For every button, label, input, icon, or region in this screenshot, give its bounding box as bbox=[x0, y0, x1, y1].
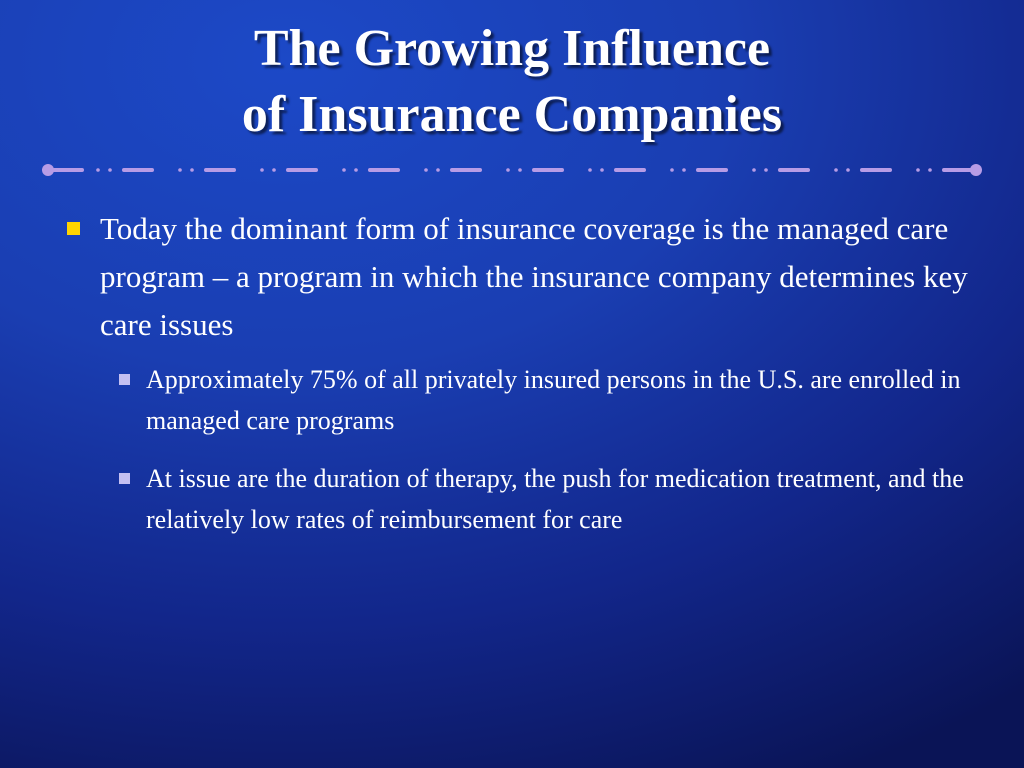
divider-dot bbox=[682, 168, 686, 172]
sub-bullet-list bbox=[60, 359, 970, 540]
divider-dot bbox=[272, 168, 276, 172]
slide-title bbox=[0, 16, 1024, 148]
divider-dot bbox=[670, 168, 674, 172]
title-divider bbox=[42, 160, 982, 180]
divider-dot bbox=[354, 168, 358, 172]
sub-bullet-text: At issue are the duration of therapy, the push for medication treatment, and the relatively low rates of reimbursement for care bbox=[146, 464, 964, 534]
title-line-1: The Growing Influence bbox=[253, 20, 771, 77]
divider-dot bbox=[518, 168, 522, 172]
lavender-square-bullet-icon bbox=[119, 374, 130, 385]
main-bullet-text: Today the dominant form of insurance coverage is the managed care program – a program in which the insurance company determines key care issues bbox=[100, 211, 968, 342]
divider-dot bbox=[600, 168, 604, 172]
divider-dot bbox=[506, 168, 510, 172]
sub-bullet-text: Approximately 75% of all privately insured persons in the U.S. are enrolled in managed care programs bbox=[146, 365, 961, 435]
divider-dot bbox=[178, 168, 182, 172]
divider-dot bbox=[846, 168, 850, 172]
slide-body bbox=[60, 205, 970, 557]
sub-bullet bbox=[60, 458, 970, 540]
divider-dot bbox=[424, 168, 428, 172]
divider-dot bbox=[588, 168, 592, 172]
divider-dot bbox=[436, 168, 440, 172]
divider-dot bbox=[190, 168, 194, 172]
divider-dot bbox=[108, 168, 112, 172]
yellow-square-bullet-icon bbox=[67, 222, 80, 235]
divider-dot bbox=[96, 168, 100, 172]
lavender-square-bullet-icon bbox=[119, 473, 130, 484]
sub-bullet bbox=[60, 359, 970, 441]
divider-dot bbox=[752, 168, 756, 172]
divider-dot bbox=[928, 168, 932, 172]
divider-dot bbox=[916, 168, 920, 172]
divider-dot bbox=[834, 168, 838, 172]
divider-dot bbox=[342, 168, 346, 172]
title-line-2: of Insurance Companies bbox=[241, 86, 783, 143]
divider-dot bbox=[260, 168, 264, 172]
divider-dot bbox=[764, 168, 768, 172]
main-bullet bbox=[60, 205, 970, 349]
